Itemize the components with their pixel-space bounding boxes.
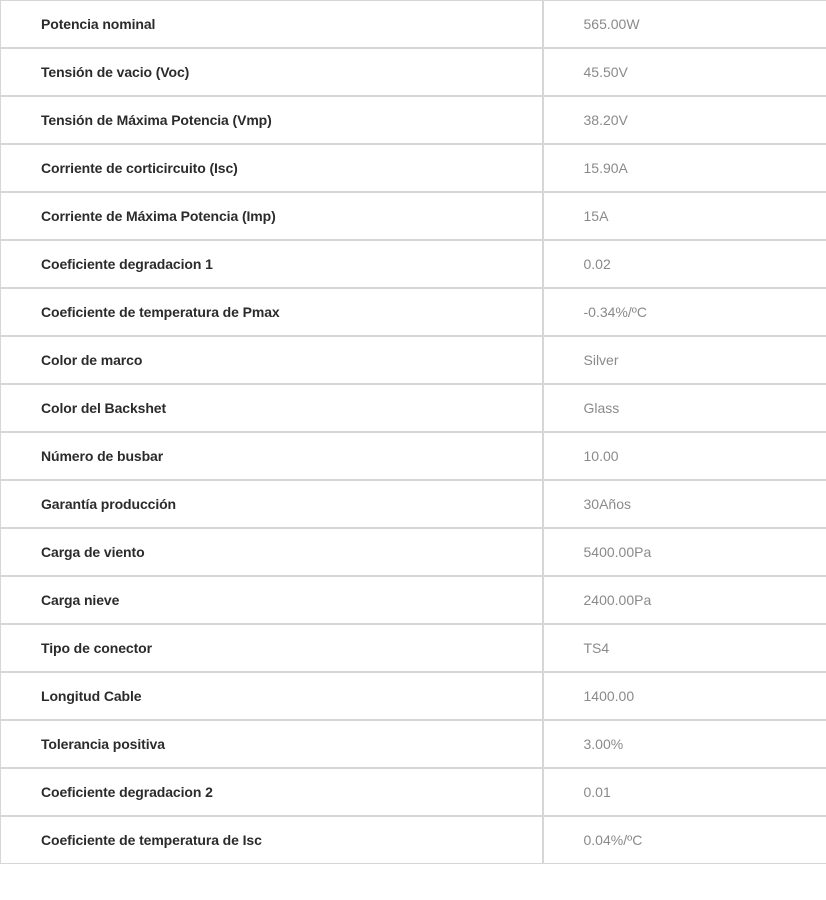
spec-value: 45.50V: [583, 64, 628, 80]
spec-row-tipo-conector: [1, 624, 826, 672]
spec-value-cell: [543, 48, 826, 96]
spec-label: Tipo de conector: [41, 640, 152, 656]
spec-value-cell: [543, 192, 826, 240]
spec-value-cell: [543, 768, 826, 816]
spec-value: 30Años: [583, 496, 631, 512]
spec-value-cell: [543, 432, 826, 480]
spec-row-longitud-cable: [1, 672, 826, 720]
spec-value-cell: [543, 672, 826, 720]
spec-row-tension-vacio: [1, 48, 826, 96]
spec-label-cell: [1, 576, 543, 624]
spec-value-cell: [543, 288, 826, 336]
spec-label-cell: [1, 192, 543, 240]
spec-value: 565.00W: [583, 16, 640, 32]
spec-label-cell: [1, 384, 543, 432]
spec-label: Longitud Cable: [41, 688, 142, 704]
spec-label: Garantía producción: [41, 496, 177, 512]
spec-row-coeficiente-degradacion-2: [1, 768, 826, 816]
spec-label: Color de marco: [41, 352, 143, 368]
spec-label: Coeficiente degradacion 1: [41, 256, 213, 272]
spec-value: -0.34%/ºC: [583, 304, 647, 320]
spec-value: 1400.00: [583, 688, 635, 704]
spec-value: 0.04%/ºC: [583, 832, 643, 848]
spec-label-cell: [1, 624, 543, 672]
spec-row-tolerancia-positiva: [1, 720, 826, 768]
spec-value-cell: [543, 576, 826, 624]
spec-value: 2400.00Pa: [583, 592, 652, 608]
spec-label: Número de busbar: [41, 448, 164, 464]
spec-value: 5400.00Pa: [583, 544, 652, 560]
spec-label-cell: [1, 96, 543, 144]
spec-value-cell: [543, 624, 826, 672]
spec-value: 15.90A: [583, 160, 628, 176]
spec-label-cell: [1, 672, 543, 720]
spec-label-cell: [1, 720, 543, 768]
spec-value: 15A: [583, 208, 609, 224]
spec-value-cell: [543, 240, 826, 288]
spec-label-cell: [1, 240, 543, 288]
spec-value: Glass: [583, 400, 620, 416]
spec-value-cell: [543, 1, 826, 49]
spec-value-cell: [543, 384, 826, 432]
spec-label-cell: [1, 768, 543, 816]
spec-value: 10.00: [583, 448, 619, 464]
spec-label-cell: [1, 144, 543, 192]
spec-label: Carga de viento: [41, 544, 145, 560]
spec-label: Tensión de vacio (Voc): [41, 64, 190, 80]
spec-label-cell: [1, 528, 543, 576]
spec-label: Corriente de corticircuito (Isc): [41, 160, 238, 176]
spec-label: Tensión de Máxima Potencia (Vmp): [41, 112, 272, 128]
spec-value-cell: [543, 96, 826, 144]
spec-row-carga-viento: [1, 528, 826, 576]
spec-value-cell: [543, 336, 826, 384]
spec-row-garantia-produccion: [1, 480, 826, 528]
spec-value: 0.02: [583, 256, 611, 272]
spec-label: Corriente de Máxima Potencia (Imp): [41, 208, 276, 224]
spec-value: Silver: [583, 352, 619, 368]
spec-row-tension-maxima-potencia: [1, 96, 826, 144]
spec-value-cell: [543, 528, 826, 576]
spec-value-cell: [543, 720, 826, 768]
spec-row-carga-nieve: [1, 576, 826, 624]
spec-row-corriente-cortocircuito: [1, 144, 826, 192]
spec-row-coeficiente-temperatura-isc: [1, 816, 826, 864]
spec-value: 0.01: [583, 784, 611, 800]
spec-value: 3.00%: [583, 736, 624, 752]
spec-row-corriente-maxima-potencia: [1, 192, 826, 240]
spec-label-cell: [1, 432, 543, 480]
spec-label: Coeficiente de temperatura de Pmax: [41, 304, 280, 320]
spec-label: Color del Backshet: [41, 400, 167, 416]
spec-row-color-backshet: [1, 384, 826, 432]
spec-label: Coeficiente degradacion 2: [41, 784, 213, 800]
specifications-table-body: [1, 1, 826, 864]
spec-label-cell: [1, 288, 543, 336]
spec-value: 38.20V: [583, 112, 628, 128]
spec-label: Potencia nominal: [41, 16, 156, 32]
spec-row-potencia-nominal: [1, 1, 826, 49]
spec-value: TS4: [583, 640, 610, 656]
spec-label: Coeficiente de temperatura de Isc: [41, 832, 262, 848]
spec-value-cell: [543, 816, 826, 864]
spec-value-cell: [543, 144, 826, 192]
spec-value-cell: [543, 480, 826, 528]
spec-row-coeficiente-temperatura-pmax: [1, 288, 826, 336]
spec-label-cell: [1, 816, 543, 864]
spec-label: Tolerancia positiva: [41, 736, 165, 752]
spec-label-cell: [1, 336, 543, 384]
spec-label-cell: [1, 48, 543, 96]
spec-row-numero-busbar: [1, 432, 826, 480]
spec-label-cell: [1, 480, 543, 528]
spec-row-color-marco: [1, 336, 826, 384]
spec-label: Carga nieve: [41, 592, 120, 608]
spec-row-coeficiente-degradacion-1: [1, 240, 826, 288]
spec-label-cell: [1, 1, 543, 49]
